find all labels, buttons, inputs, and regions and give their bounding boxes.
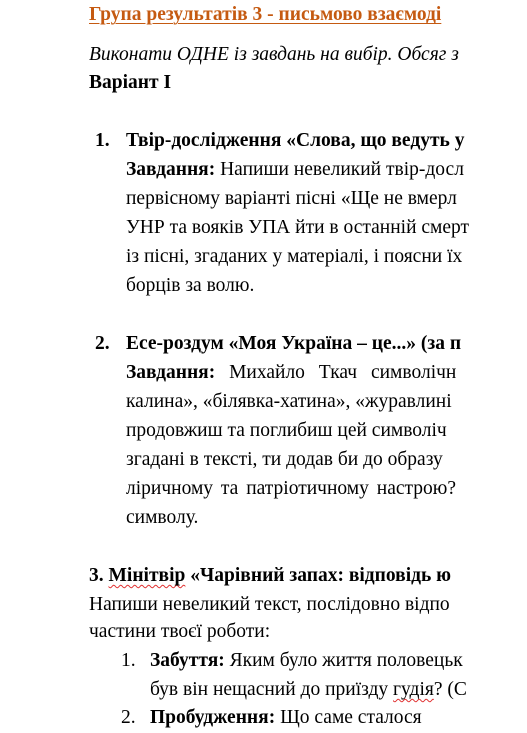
task1-line4: із пісні, згаданих у матеріалі, і поясни їх (126, 246, 463, 267)
task1-number: 1. (95, 130, 110, 151)
task2-line6: символу. (126, 507, 199, 528)
task2-line2: калина», «білявка-хатина», «журавлині (126, 391, 452, 412)
task3-intro-line1: Напиши невеликий текст, послідовно відпо (89, 594, 450, 615)
task3-sub1-line2-a: був він нещасний до приїзду (150, 679, 394, 700)
task3-sub2-label: Пробудження: (150, 707, 276, 728)
task3-sub2-text: Що саме сталося (275, 707, 422, 728)
task2-line4: згадані в тексті, ти додав би до образу (126, 449, 443, 470)
task1-line1 (126, 155, 464, 185)
task1-line5: борців за волю. (126, 275, 255, 296)
task2-line1 (126, 358, 456, 388)
task1-label: Завдання: (126, 159, 216, 180)
task3-sub2-number: 2. (121, 707, 136, 728)
task3-intro-line2: частини твоєї роботи: (89, 621, 271, 642)
variant-heading: Варіант І (89, 72, 172, 93)
task2-line5: ліричному та патріотичному настрою? (126, 478, 456, 499)
instruction-text: Виконати ОДНЕ із завдань на вибір. Обсяг з (89, 44, 459, 65)
task3-sub2-line1 (150, 703, 422, 733)
task2-title: Есе-роздум «Моя Україна – це...» (за п (126, 333, 462, 354)
task2-line3: продовжиш та поглибиш цей символіч (126, 420, 447, 441)
task1-line2: первісному варіанті пісні «Ще не вмерл (126, 188, 457, 209)
task3-sub1-number: 1. (121, 650, 136, 671)
task2-line1-text: Михайло Ткач символічн (215, 362, 457, 383)
page-title: Група результатів 3 - письмово взаємоді (89, 4, 442, 25)
task3-heading (89, 561, 451, 591)
task3-sub1-label: Забуття: (150, 650, 225, 671)
task1-line3: УНР та вояків УПА йти в останній смерт (126, 217, 470, 238)
task3-sub1-line2-b: ? (С (433, 679, 467, 700)
task1-line1-text: Напиши невеликий твір-досл (215, 159, 464, 180)
task2-number: 2. (95, 333, 110, 354)
task3-sub1-line1 (150, 646, 463, 676)
task3-title-rest: «Чарівний запах: відповідь ю (185, 565, 452, 586)
task3-sub1-text: Яким було життя половецьк (224, 650, 463, 671)
task3-title-word: Мінітвір (108, 565, 186, 586)
task1-title: Твір-дослідження «Слова, що ведуть у (126, 130, 465, 151)
task3-sub1-line2 (150, 675, 467, 705)
task3-sub1-line2-word: гудія (393, 679, 434, 700)
task3-number: 3. (89, 565, 104, 586)
task2-label: Завдання: (126, 362, 216, 383)
